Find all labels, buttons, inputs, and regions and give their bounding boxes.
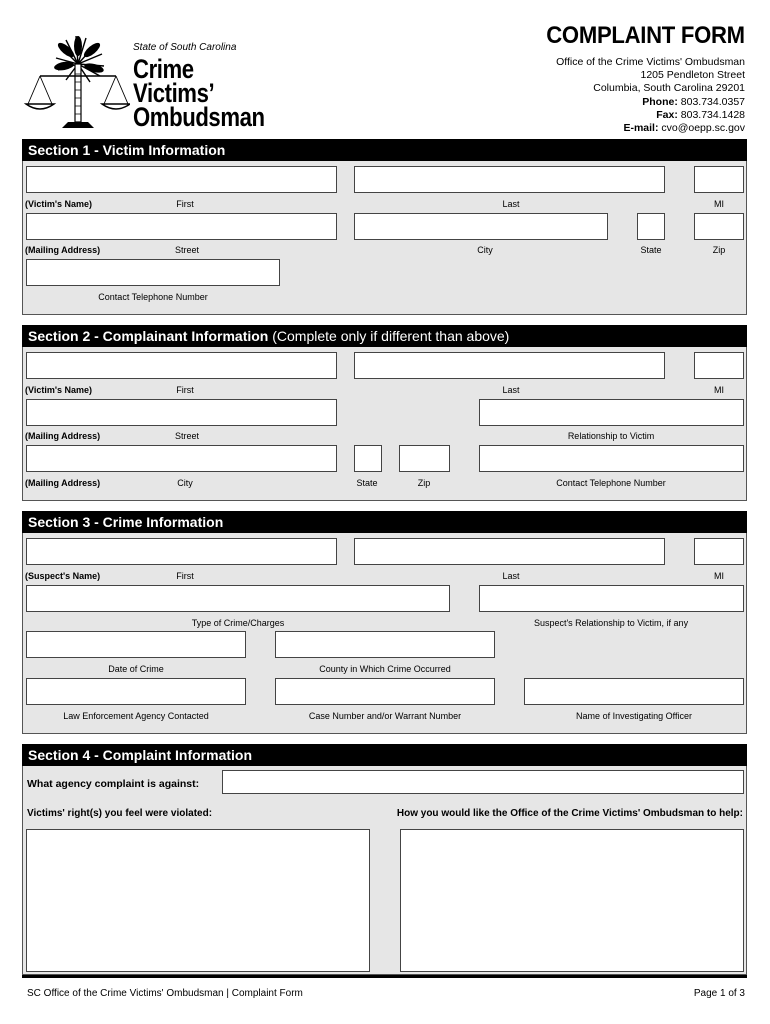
victims-name-label: (Victim's Name) [25, 199, 92, 209]
agency-complaint-field[interactable] [222, 770, 744, 794]
victim-mi-field[interactable] [694, 166, 744, 193]
rights-violated-textarea[interactable] [26, 829, 370, 972]
section-2-header [22, 325, 747, 347]
city-label: City [177, 478, 193, 488]
victim-street-field[interactable] [26, 213, 337, 240]
suspect-relationship-label: Suspect's Relationship to Victim, if any [533, 618, 689, 628]
city-label: City [477, 245, 493, 255]
state-label: State [640, 245, 662, 255]
victim-last-name-field[interactable] [354, 166, 665, 193]
mi-label: MI [714, 571, 724, 581]
phone-value: 803.734.0357 [680, 95, 745, 108]
section-2-title: Section 2 - Complainant Information [28, 328, 269, 344]
office-contact-block [556, 56, 745, 135]
first-label: First [176, 385, 194, 395]
suspect-relationship-field[interactable] [479, 585, 744, 612]
section-2-subtitle: (Complete only if different than above) [272, 328, 510, 344]
complainant-last-name-field[interactable] [354, 352, 665, 379]
date-of-crime-label: Date of Crime [108, 664, 164, 674]
fax-label: Fax: [656, 108, 678, 121]
relationship-to-victim-field[interactable] [479, 399, 744, 426]
brand-line-3: Ombudsman [133, 102, 265, 132]
email-value: cvo@oepp.sc.gov [661, 122, 745, 135]
section-3-header [22, 511, 747, 533]
first-label: First [176, 571, 194, 581]
fax-line [556, 109, 745, 122]
suspect-mi-field[interactable] [694, 538, 744, 565]
last-label: Last [502, 385, 520, 395]
footer-title: SC Office of the Crime Victims' Ombudsman | Complaint Form [27, 988, 303, 999]
type-of-crime-label: Type of Crime/Charges [191, 618, 285, 628]
complainant-city-field[interactable] [26, 445, 337, 472]
zip-label: Zip [712, 245, 726, 255]
state-label: State of South Carolina [133, 42, 237, 53]
fax-value: 803.734.1428 [680, 108, 745, 121]
how-to-help-textarea[interactable] [400, 829, 744, 972]
phone-label: Phone: [642, 95, 678, 108]
agency-question-label: What agency complaint is against: [27, 778, 200, 790]
county-field[interactable] [275, 631, 495, 658]
form-title: COMPLAINT FORM [546, 22, 745, 49]
suspect-first-name-field[interactable] [26, 538, 337, 565]
county-label: County in Which Crime Occurred [319, 664, 451, 674]
last-label: Last [502, 199, 520, 209]
suspects-name-label: (Suspect's Name) [25, 571, 101, 581]
phone-line [556, 96, 745, 109]
street-label: Street [174, 245, 200, 255]
section-4-title: Section 4 - Complaint Information [28, 747, 253, 763]
date-of-crime-field[interactable] [26, 631, 246, 658]
office-name: Office of the Crime Victims' Ombudsman [556, 56, 745, 68]
email-label: E-mail: [623, 122, 659, 135]
victim-state-field[interactable] [637, 213, 665, 240]
relationship-label: Relationship to Victim [567, 431, 655, 441]
footer-rule [22, 975, 747, 978]
contact-phone-label: Contact Telephone Number [556, 478, 666, 488]
victim-phone-field[interactable] [26, 259, 280, 286]
complainant-street-field[interactable] [26, 399, 337, 426]
palmetto-moon-scales-logo [22, 24, 130, 132]
first-label: First [176, 199, 194, 209]
agency-contacted-label: Law Enforcement Agency Contacted [63, 711, 209, 721]
investigating-officer-label: Name of Investigating Officer [576, 711, 692, 721]
case-number-field[interactable] [275, 678, 495, 705]
state-label: State [356, 478, 378, 488]
office-street: 1205 Pendleton Street [640, 69, 745, 82]
complainant-mi-field[interactable] [694, 352, 744, 379]
zip-label: Zip [417, 478, 431, 488]
victim-first-name-field[interactable] [26, 166, 337, 193]
street-label: Street [174, 431, 200, 441]
case-number-label: Case Number and/or Warrant Number [308, 711, 462, 721]
email-line [556, 122, 745, 135]
suspect-last-name-field[interactable] [354, 538, 665, 565]
victims-name-label: (Victim's Name) [25, 385, 92, 395]
last-label: Last [502, 571, 520, 581]
mi-label: MI [714, 385, 724, 395]
page-number: Page 1 of 3 [693, 988, 745, 999]
office-city: Columbia, South Carolina 29201 [593, 82, 745, 95]
complainant-phone-field[interactable] [479, 445, 744, 472]
help-question-label: How you would like the Office of the Crime Victims' Ombudsman to help: [396, 808, 743, 819]
brand-line-1: Crime [133, 54, 194, 84]
investigating-officer-field[interactable] [524, 678, 744, 705]
section-4-header [22, 744, 747, 766]
complainant-state-field[interactable] [354, 445, 382, 472]
mailing-address-label: (Mailing Address) [25, 245, 101, 255]
brand-line-2: Victims’ [133, 78, 215, 108]
victim-zip-field[interactable] [694, 213, 744, 240]
mailing-address-label-2: (Mailing Address) [25, 478, 101, 488]
section-1-title: Section 1 - Victim Information [28, 142, 226, 158]
section-1-header [22, 139, 747, 161]
victim-city-field[interactable] [354, 213, 608, 240]
mi-label: MI [714, 199, 724, 209]
agency-contacted-field[interactable] [26, 678, 246, 705]
rights-question-label: Victims' right(s) you feel were violated: [27, 808, 213, 819]
type-of-crime-field[interactable] [26, 585, 450, 612]
contact-phone-label: Contact Telephone Number [98, 292, 208, 302]
complainant-zip-field[interactable] [399, 445, 450, 472]
mailing-address-label: (Mailing Address) [25, 431, 101, 441]
section-3-title: Section 3 - Crime Information [28, 514, 224, 530]
complainant-first-name-field[interactable] [26, 352, 337, 379]
